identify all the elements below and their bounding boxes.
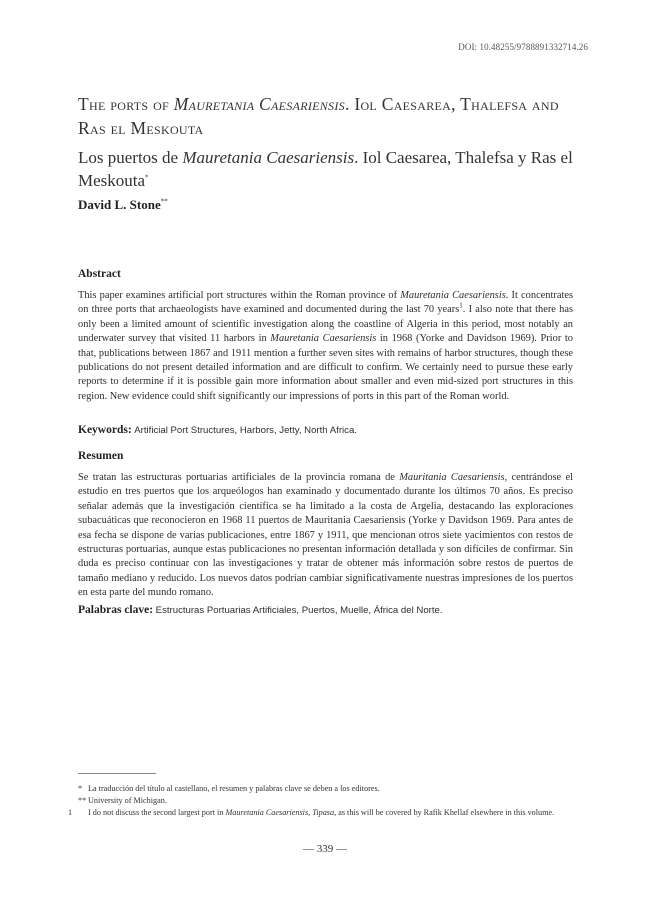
abstract-heading: Abstract xyxy=(78,268,121,280)
keywords xyxy=(78,424,573,436)
page-number: — 339 — xyxy=(303,843,347,855)
author-name: David L. Stone** xyxy=(78,197,168,212)
footnote-divider xyxy=(78,773,156,774)
footnote-mark-title: * xyxy=(145,173,149,182)
footnote-ref-1[interactable]: 1 xyxy=(459,301,463,310)
palabras-clave-label: Palabras clave: xyxy=(78,604,154,616)
keywords-label: Keywords: xyxy=(78,424,132,436)
article-title-spanish: Los puertos de Mauretania Caesariensis. Iol Caesarea, Thalefsa y Ras el Meskouta* xyxy=(78,148,573,190)
doi-label: DOI: 10.48255/9788891332714.26 xyxy=(458,42,588,52)
resumen-text: Se tratan las estructuras portuarias artificiales de la provincia romana de Mauritania Caesariensis, centrándose el estudio en tres puertos que los arqueólogos han examinado y documentado durante los últimos 70 años. Es preciso señalar además que la investigación científica se ha limitado a la costa de Argelia, destacando las exploraciones subacuáticas que reconocieron en 1968 11 puertos de Mauritania Caesariensis (Yorke y Davidson 1969. Para antes de esa fecha se dispone de varias publicaciones, entre 1867 y 1911, que mencionan otros siete yacimientos con restos de estructuras portuarias, aunque estas publicaciones no presentan información detallada y son difíciles de confirmar. Sin duda es preciso continuar con las investigaciones y tratar de obtener más información sobre restos de puertos de tamaño mediano y reducido. Los nuevos datos podrían cambiar significativamente nuestras impresiones de los puertos en esta parte del mundo romano. xyxy=(78,472,574,599)
footnote-translation: * La traducción del título al castellano, el resumen y palabras clave se deben a los editores. xyxy=(78,784,380,793)
palabras-clave xyxy=(78,604,573,616)
article-title-english: The ports of Mauretania Caesariensis. Iol Caesarea, Thalefsa and Ras el Meskouta xyxy=(78,94,559,138)
keywords-text: Artificial Port Structures, Harbors, Jetty, North Africa. xyxy=(134,425,357,436)
footnote-1: 1 I do not discuss the second largest port in Mauretania Caesariensis, Tipasa, as this will be covered by Rafik Khellaf elsewhere in this volume. xyxy=(68,808,555,817)
footnote-mark-author: ** xyxy=(160,197,168,206)
resumen-heading: Resumen xyxy=(78,450,124,462)
abstract-text: This paper examines artificial port structures within the Roman province of Mauretania Caesariensis. It concentrates on three ports that archaeologists have examined and documented during the last 70 years$^1$. I also note that there has only been a limited amount of scientific investigation along the coastline of Algeria in this period, most notably an underwater survey that visited 11 harbors in Mauretania Caesariensis in 1968 (Yorke and Davidson 1969). Prior to that, publications between 1867 and 1911 mention a further seven sites with remains of harbor structures, though these publications do not present detailed information and are difficult to confirm. We certainly need to pursue these early reports to determine if it is possible gain more information about smaller and even mid-sized port structures in this region. New evidence could shift significantly our impressions of ports in this part of the Roman world. xyxy=(78,290,573,402)
palabras-clave-text: Estructuras Portuarias Artificiales, Puertos, Muelle, África del Norte. xyxy=(155,605,443,616)
footnote-affiliation: ** University of Michigan. xyxy=(78,796,167,805)
